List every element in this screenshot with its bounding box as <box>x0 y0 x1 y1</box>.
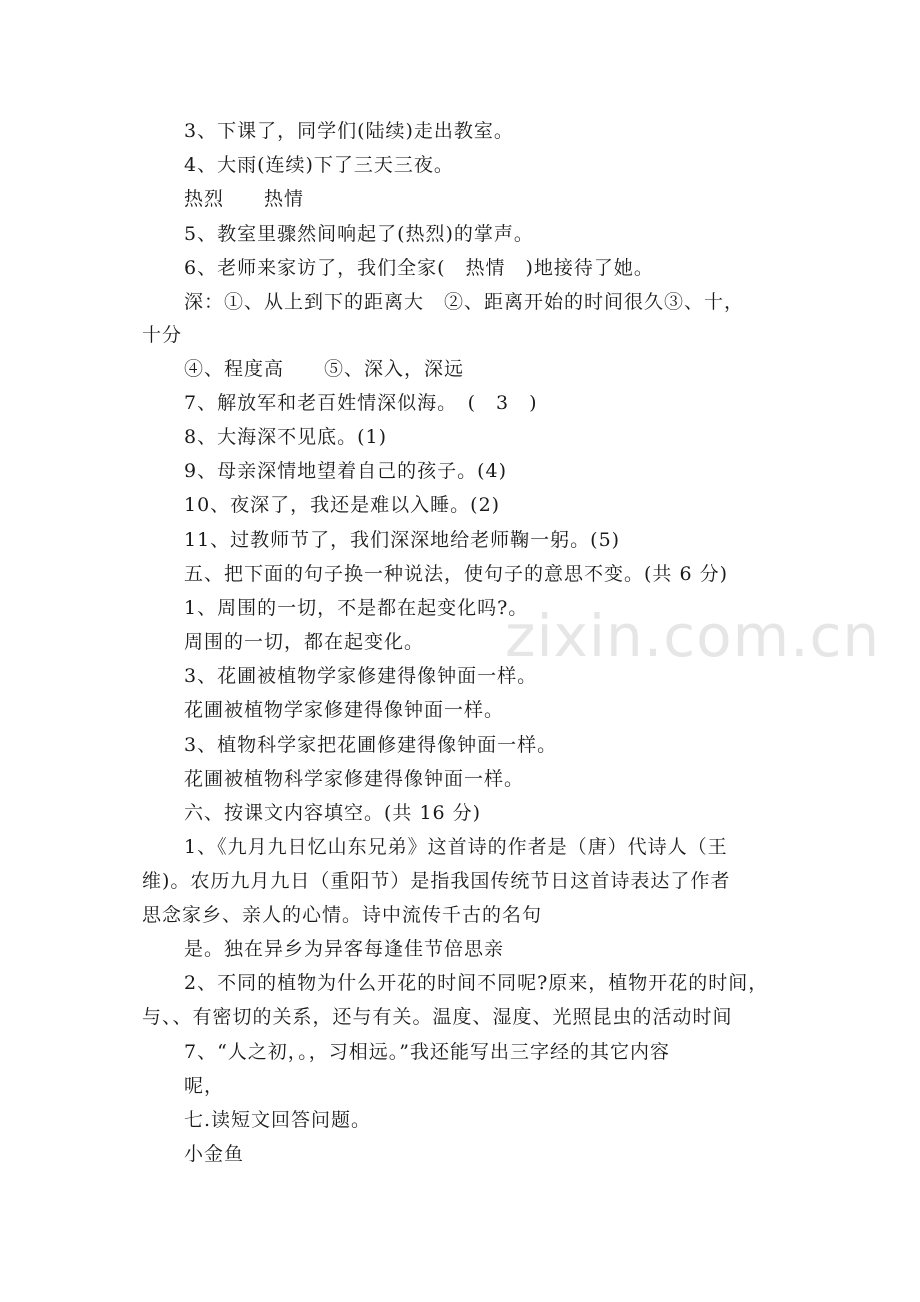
text-line: 3、下课了，同学们(陆续)走出教室。 <box>184 120 514 142</box>
text-line: 周围的一切，都在起变化。 <box>184 631 425 653</box>
text-line: 1、《九月九日忆山东兄弟》这首诗的作者是（唐）代诗人（王 <box>184 836 728 858</box>
text-line: 2、不同的植物为什么开花的时间不同呢?原来，植物开花的时间， <box>184 972 769 994</box>
section-heading: 六、按课文内容填空。(共 16 分) <box>184 802 482 824</box>
text-line: 思念家乡、亲人的心情。诗中流传千古的名句 <box>142 904 543 926</box>
text-line: 5、教室里骤然间响起了(热烈)的掌声。 <box>184 223 534 245</box>
text-line: 9、母亲深情地望着自己的孩子。(4) <box>184 460 508 482</box>
text-line: 热烈 热情 <box>184 188 305 210</box>
text-line: 7、解放军和老百姓情深似海。 ( 3 ) <box>184 392 538 414</box>
text-line: 小金鱼 <box>184 1143 245 1165</box>
text-line: 10、夜深了，我还是难以入睡。(2) <box>184 494 501 516</box>
text-line: 11、过教师节了，我们深深地给老师鞠一躬。(5) <box>184 529 621 551</box>
text-line: ④、程度高 ⑤、深入，深远 <box>184 358 465 380</box>
text-line: 与、、有密切的关系，还与有关。温度、湿度、光照昆虫的活动时间 <box>142 1006 733 1028</box>
text-line: 3、植物科学家把花圃修建得像钟面一样。 <box>184 734 558 756</box>
text-line: 十分 <box>142 324 183 346</box>
watermark: zixin.com.cn <box>505 602 881 670</box>
text-line: 8、大海深不见底。(1) <box>184 426 388 448</box>
text-line: 花圃被植物科学家修建得像钟面一样。 <box>184 768 525 790</box>
text-line: 花圃被植物学家修建得像钟面一样。 <box>184 699 505 721</box>
text-line: 维)。农历九月九日（重阳节）是指我国传统节日这首诗表达了作者 <box>142 870 731 892</box>
section-heading: 五、把下面的句子换一种说法，使句子的意思不变。(共 6 分) <box>184 563 728 585</box>
text-line: 6、老师来家访了，我们全家( 热情 )地接待了她。 <box>184 257 654 279</box>
text-line: 3、花圃被植物学家修建得像钟面一样。 <box>184 665 538 687</box>
text-line: 4、大雨(连续)下了三天三夜。 <box>184 154 454 176</box>
text-line: 是。独在异乡为异客每逢佳节倍思亲 <box>184 938 505 960</box>
text-line: 1、周围的一切，不是都在起变化吗?。 <box>184 597 529 619</box>
text-line: 7、“人之初，。，习相远。”我还能写出三字经的其它内容 <box>184 1041 671 1063</box>
text-line: 深：①、从上到下的距离大 ②、距离开始的时间很久③、十， <box>184 291 745 313</box>
text-line: 呢， <box>184 1075 225 1097</box>
section-heading: 七.读短文回答问题。 <box>184 1109 372 1131</box>
